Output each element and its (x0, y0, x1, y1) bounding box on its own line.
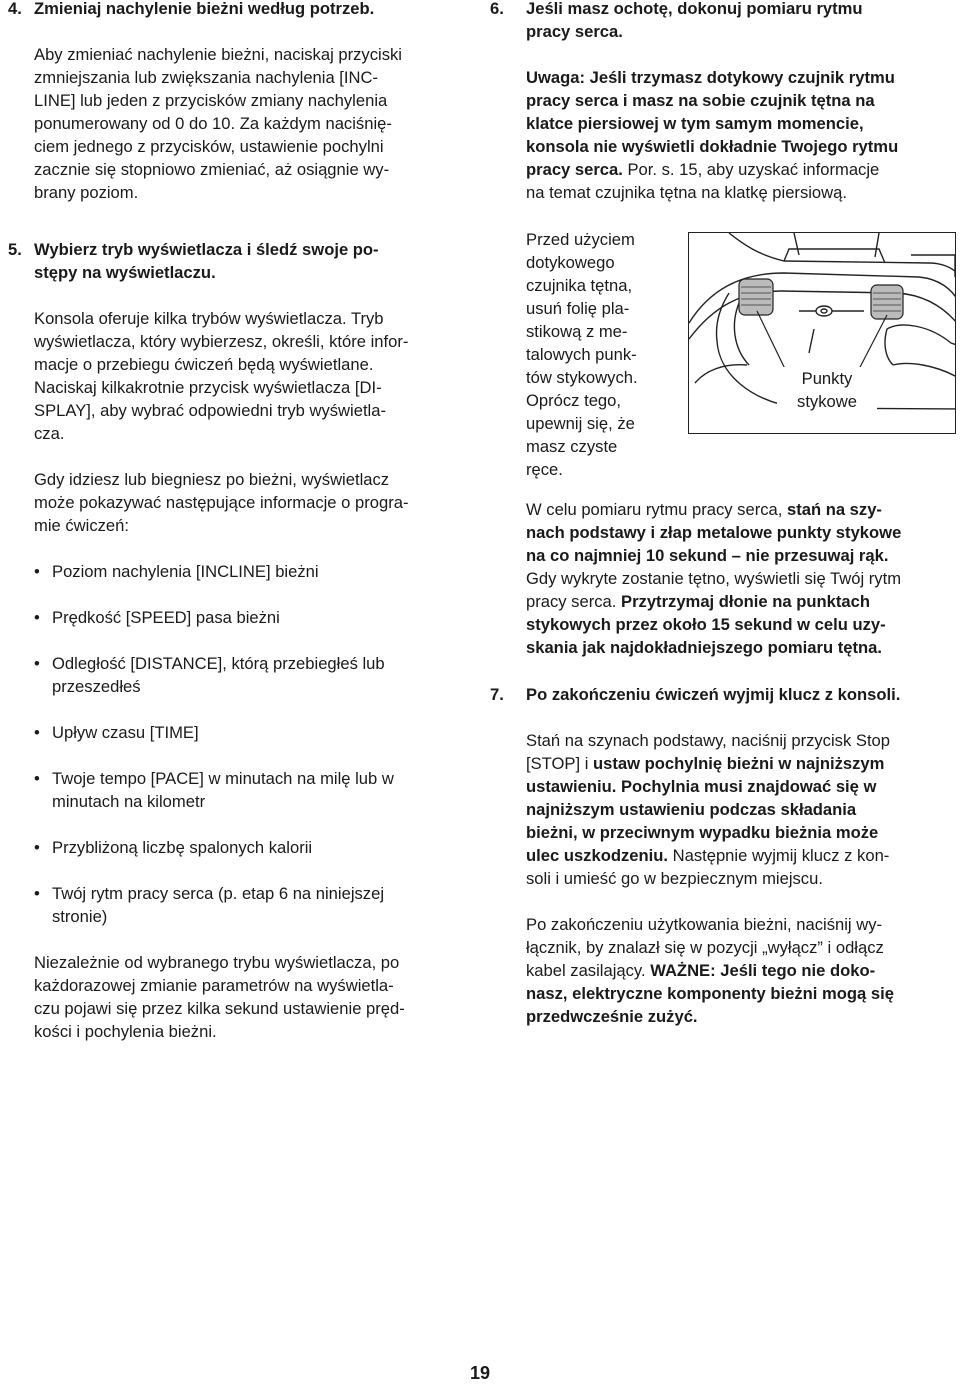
text-line: Konsola oferuje kilka trybów wyświetlacza. Tryb (34, 309, 384, 328)
text-line: macje o przebiegu ćwiczeń będą wyświetlane. (34, 355, 374, 374)
text-fragment: [STOP] i (526, 754, 594, 773)
text-line: na co najmniej 10 sekund – nie przesuwaj rąk. (526, 546, 889, 565)
list-item (8, 882, 456, 928)
list-item (8, 721, 456, 744)
step-5-title-line-1: Wybierz tryb wyświetlacza i śledź swoje po- (34, 240, 379, 259)
heart-sensor-instructions (526, 228, 676, 481)
text-line: łącznik, by znalazł się w pozycji „wyłącz” i odłącz (526, 938, 884, 957)
text-line: masz czyste (526, 437, 618, 456)
note-bold-fragment: pracy serca. (526, 160, 623, 179)
list-item-text: Prędkość [SPEED] pasa bieżni (52, 608, 280, 627)
note-normal-fragment: Por. s. 15, aby uzyskać informacje (622, 160, 880, 179)
text-line: przedwcześnie zużyć. (526, 1007, 698, 1026)
text-line: stikową z me- (526, 322, 628, 341)
text-line: upewnij się, że (526, 414, 635, 433)
text-line: ręce. (526, 460, 563, 479)
text-line (526, 752, 958, 775)
bullet: • (34, 838, 40, 857)
text-line: czujnika tętna, (526, 276, 633, 295)
display-info-list (8, 560, 456, 928)
text-line (526, 959, 958, 982)
step-7-heading (490, 683, 960, 706)
note-line: pracy serca i masz na sobie czujnik tętna na (526, 91, 875, 110)
step-4-body (8, 43, 456, 204)
list-item-text: minutach na kilometr (52, 792, 206, 811)
text-fragment: kabel zasilający. (526, 961, 651, 980)
page-number: 19 (469, 1363, 491, 1383)
note-line: konsola nie wyświetli dokładnie Twojego rytmu (526, 137, 899, 156)
text-fragment: ulec uszkodzeniu. (526, 846, 668, 865)
measure-paragraph (526, 498, 958, 659)
text-line: najniższym ustawieniu podczas składania (526, 800, 857, 819)
text-line (526, 844, 958, 867)
text-fragment: W celu pomiaru rytmu pracy serca, (526, 500, 787, 519)
text-line: ciem jednego z przycisków, ustawienie pochylni (34, 137, 384, 156)
step-6-title-line-1: Jeśli masz ochotę, dokonuj pomiaru rytmu (526, 0, 863, 18)
text-line: skania jak najdokładniejszego pomiaru tętna. (526, 638, 882, 657)
text-line: Aby zmieniać nachylenie bieżni, naciskaj przyciski (34, 45, 402, 64)
step-4-title: Zmieniaj nachylenie bieżni według potrzeb. (34, 0, 375, 18)
text-line: zmniejszania lub zwiększania nachylenia [INC- (34, 68, 379, 87)
text-line: może pokazywać następujące informacje o progra- (34, 493, 409, 512)
step-7-paragraph-2 (526, 913, 958, 1028)
text-line: każdorazowej zmianie parametrów na wyświetla- (34, 976, 394, 995)
list-item-text: Twój rytm pracy serca (p. etap 6 na niniejszej (52, 884, 385, 903)
step-7-number: 7. (490, 685, 504, 704)
text-fragment: WAŻNE: Jeśli tego nie doko- (650, 961, 876, 980)
text-line: Po zakończeniu użytkowania bieżni, naciśnij wy- (526, 915, 883, 934)
step-7-title: Po zakończeniu ćwiczeń wyjmij klucz z konsoli. (526, 685, 901, 704)
bullet: • (34, 608, 40, 627)
text-line: nasz, elektryczne komponenty bieżni mogą się (526, 984, 894, 1003)
text-line: cza. (34, 424, 65, 443)
bullet: • (34, 884, 40, 903)
list-item-text: Twoje tempo [PACE] w minutach na milę lub w (52, 769, 394, 788)
list-item-text: Odległość [DISTANCE], którą przebiegłeś lub (52, 654, 385, 673)
text-line: Naciskaj kilkakrotnie przycisk wyświetlacza [DI- (34, 378, 382, 397)
text-line: stykowych przez około 15 sekund w celu uzy- (526, 615, 886, 634)
text-line: Przed użyciem (526, 230, 635, 249)
step-5-title (34, 238, 456, 284)
text-line: LINE] lub jeden z przycisków zmiany nachylenia (34, 91, 388, 110)
list-item-text: Poziom nachylenia [INCLINE] bieżni (52, 562, 319, 581)
bullet: • (34, 769, 40, 788)
list-item (8, 836, 456, 859)
text-line: Gdy idziesz lub biegniesz po bieżni, wyświetlacz (34, 470, 390, 489)
note-line: klatce piersiowej w tym samym momencie, (526, 114, 864, 133)
text-line: zacznie się stopniowo zmieniać, aż osiągnie wy- (34, 160, 390, 179)
note-line (526, 158, 956, 181)
text-line: Niezależnie od wybranego trybu wyświetlacza, po (34, 953, 400, 972)
text-line: nach podstawy i złap metalowe punkty stykowe (526, 523, 902, 542)
text-fragment: Następnie wyjmij klucz z kon- (668, 846, 890, 865)
list-item (8, 652, 456, 698)
text-line: tów stykowych. (526, 368, 638, 387)
step-6-title-line-2: pracy serca. (526, 22, 623, 41)
list-item-text: Przybliżoną liczbę spalonych kalorii (52, 838, 313, 857)
step-6-title (526, 0, 956, 43)
text-line: brany poziom. (34, 183, 139, 202)
bullet: • (34, 723, 40, 742)
list-item (8, 606, 456, 629)
right-column (490, 0, 956, 204)
step-5-title-line-2: stępy na wyświetlaczu. (34, 263, 216, 282)
list-item-text: Upływ czasu [TIME] (52, 723, 199, 742)
step-5-heading (8, 238, 456, 284)
treadmill-console-illustration (688, 232, 956, 434)
text-fragment: stań na szy- (786, 500, 882, 519)
bullet: • (34, 654, 40, 673)
step-6-note (490, 66, 956, 204)
text-line: ponumerowany od 0 do 10. Za każdym naciśnię- (34, 114, 392, 133)
text-line: dotykowego (526, 253, 615, 272)
text-line (526, 590, 958, 613)
label-line-1: Punkty (801, 369, 853, 388)
step-7-paragraph-1 (526, 729, 958, 890)
text-line: Oprócz tego, (526, 391, 622, 410)
text-fragment: Przytrzymaj dłonie na punktach (621, 592, 870, 611)
note-line: na temat czujnika tętna na klatkę piersiową. (526, 183, 847, 202)
left-column (8, 0, 456, 1043)
text-line: SPLAY], aby wybrać odpowiedni tryb wyświetla- (34, 401, 387, 420)
text-line: wyświetlacza, który wybierzesz, określi, które infor- (34, 332, 409, 351)
label-line-2: stykowe (797, 392, 857, 411)
list-item (8, 767, 456, 813)
text-line: Gdy wykryte zostanie tętno, wyświetli się Twój rytm (526, 569, 902, 588)
text-fragment: ustaw pochylnię bieżni w najniższym (593, 754, 885, 773)
step-5-paragraph-1 (8, 307, 456, 445)
step-5-paragraph-3 (8, 951, 456, 1043)
contact-points-label (777, 367, 877, 413)
text-line: mie ćwiczeń: (34, 516, 129, 535)
text-line: soli i umieść go w bezpiecznym miejscu. (526, 869, 823, 888)
step-6-number: 6. (490, 0, 504, 18)
step-6-heading (490, 0, 956, 43)
text-line: Stań na szynach podstawy, naciśnij przycisk Stop (526, 731, 891, 750)
list-item (8, 560, 456, 583)
text-line: bieżni, w przeciwnym wypadku bieżnia może (526, 823, 879, 842)
list-item-text: przeszedłeś (52, 677, 141, 696)
text-line: czu pojawi się przez kilka sekund ustawienie pręd- (34, 999, 405, 1018)
bullet: • (34, 562, 40, 581)
step-5-paragraph-2 (8, 468, 456, 537)
text-line: talowych punk- (526, 345, 637, 364)
text-line: kości i pochylenia bieżni. (34, 1022, 217, 1041)
note-line: Uwaga: Jeśli trzymasz dotykowy czujnik rytmu (526, 68, 895, 87)
text-fragment: pracy serca. (526, 592, 621, 611)
step-4-heading (8, 0, 456, 20)
text-line: usuń folię pla- (526, 299, 630, 318)
step-5-number: 5. (8, 240, 22, 259)
step-4-number: 4. (8, 0, 22, 18)
text-line: ustawieniu. Pochylnia musi znajdować się w (526, 777, 877, 796)
list-item-text: stronie) (52, 907, 108, 926)
text-line (526, 498, 958, 521)
